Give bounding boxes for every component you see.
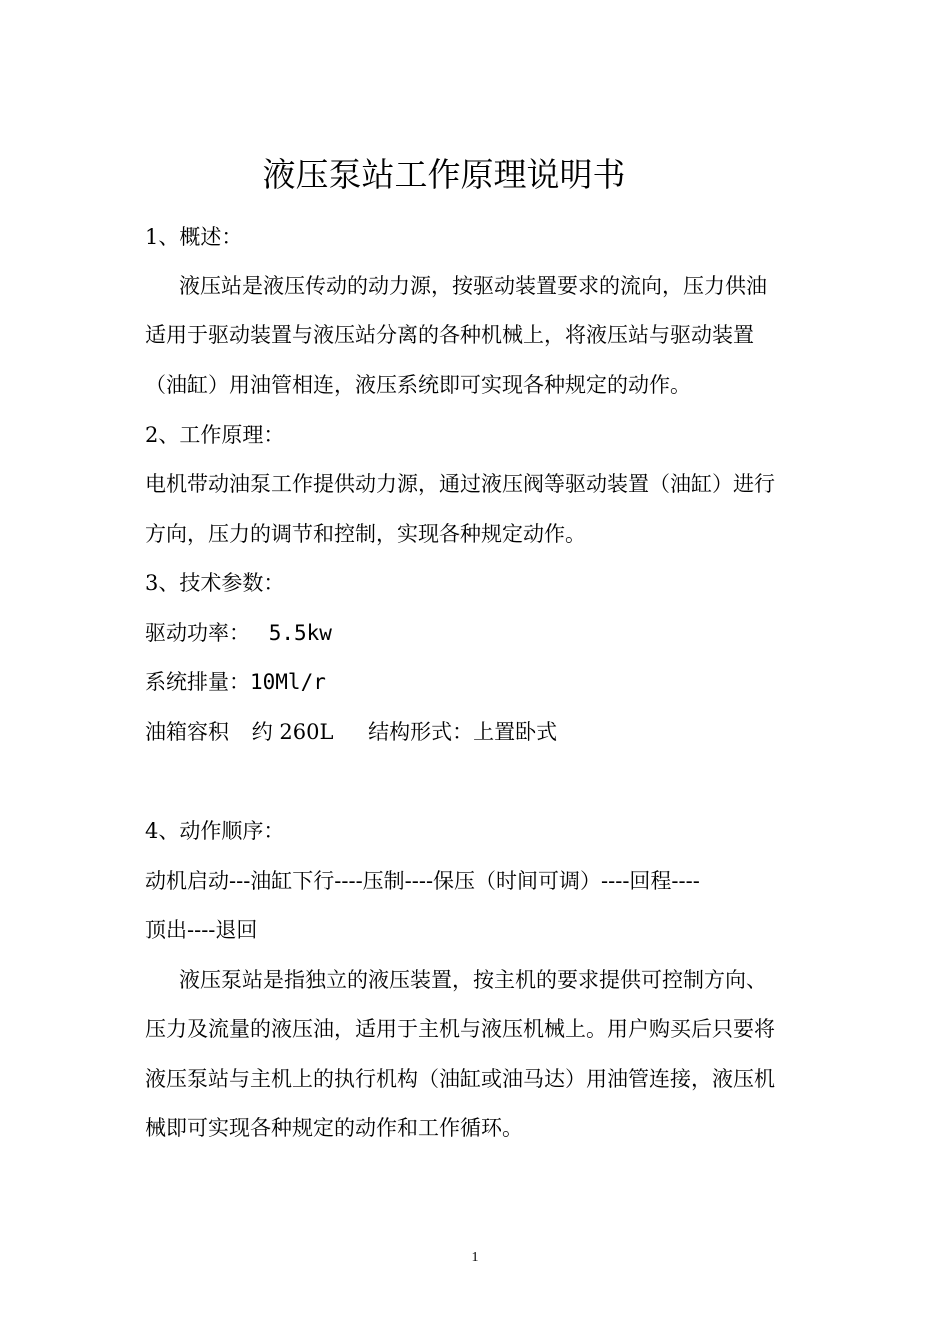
paragraph-line: 液压泵站是指独立的液压装置，按主机的要求提供可控制方向、: [179, 968, 767, 992]
param-displacement: [145, 667, 825, 697]
param-value: 上置卧式: [473, 720, 558, 744]
paragraph-line: 电机带动油泵工作提供动力源，通过液压阀等驱动装置（油缸）进行: [145, 472, 775, 496]
param-label: 结构形式：: [368, 720, 474, 744]
sequence-line: 顶出----退回: [145, 918, 258, 942]
section-heading-principle: 2、工作原理：: [145, 423, 285, 447]
document-title: 液压泵站工作原理说明书: [262, 155, 626, 194]
paragraph-line: 液压泵站与主机上的执行机构（油缸或油马达）用油管连接，液压机: [145, 1067, 775, 1091]
paragraph-line: 液压站是液压传动的动力源，按驱动装置要求的流向，压力供油: [179, 274, 767, 298]
paragraph-line: （油缸）用油管相连，液压系统即可实现各种规定的动作。: [145, 373, 691, 397]
paragraph-line: 方向，压力的调节和控制，实现各种规定动作。: [145, 522, 586, 546]
paragraph-line: 械即可实现各种规定的动作和工作循环。: [145, 1116, 523, 1140]
param-tank-structure: [145, 717, 825, 747]
paragraph-line: 适用于驱动装置与液压站分离的各种机械上，将液压站与驱动装置: [145, 323, 754, 347]
param-value: 约 260L: [251, 720, 334, 744]
section-heading-parameters: 3、技术参数：: [145, 571, 285, 595]
param-label: 系统排量：: [145, 670, 250, 694]
param-label: 驱动功率：: [145, 621, 250, 645]
param-label: 油箱容积: [145, 720, 229, 744]
paragraph-line: 压力及流量的液压油，适用于主机与液压机械上。用户购买后只要将: [145, 1017, 775, 1041]
param-value: 10Ml/r: [250, 670, 326, 694]
param-value: 5.5kw: [268, 621, 332, 645]
section-heading-sequence: 4、动作顺序：: [145, 819, 285, 843]
section-heading-overview: 1、概述：: [145, 225, 243, 249]
page-number: 1: [471, 1250, 479, 1265]
sequence-line: 动机启动---油缸下行----压制----保压（时间可调）----回程----: [145, 869, 700, 893]
param-drive-power: [145, 618, 825, 648]
